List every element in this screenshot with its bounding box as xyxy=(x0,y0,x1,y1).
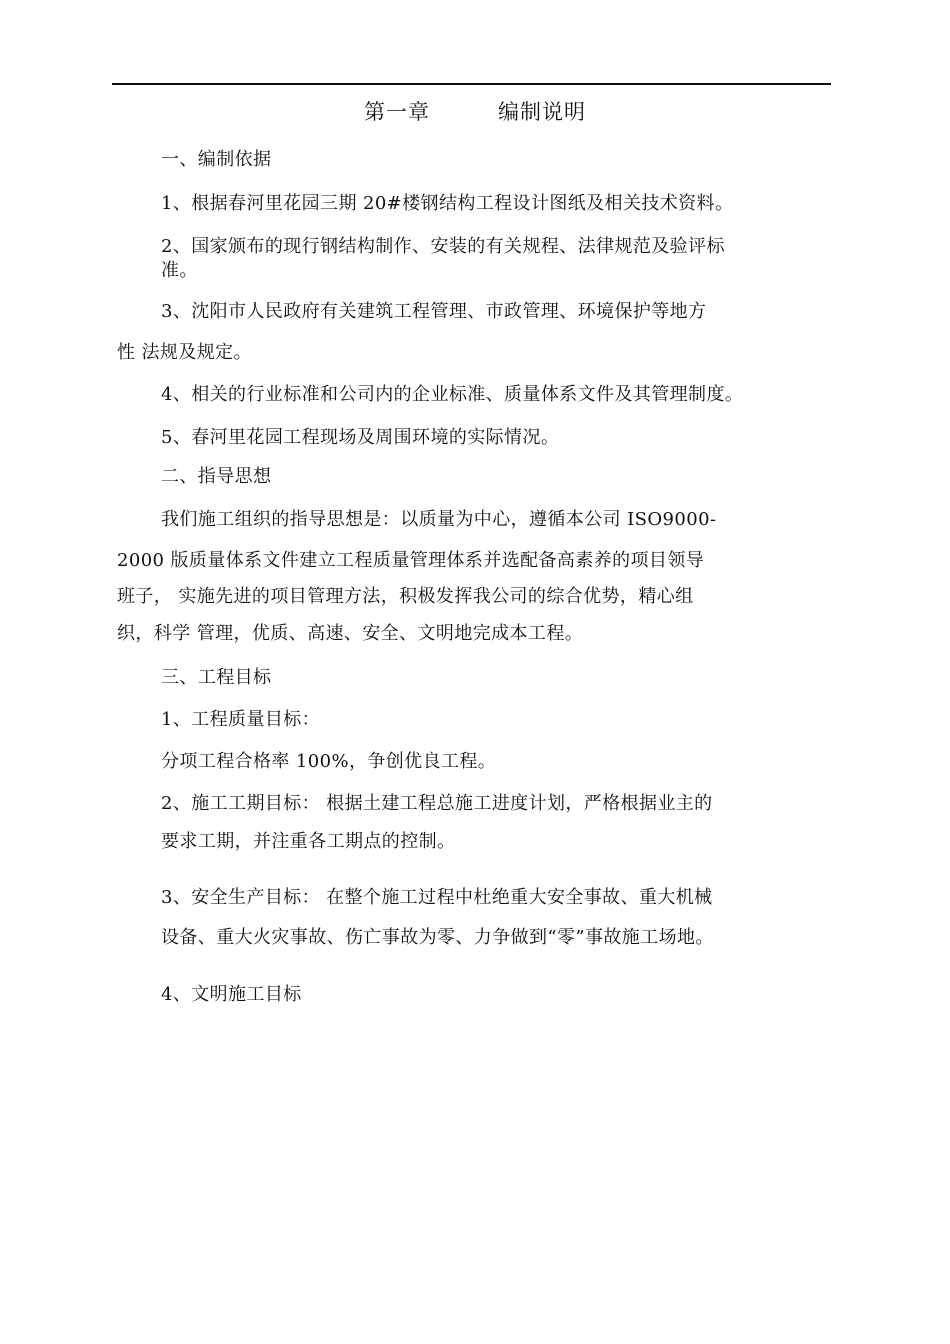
section-heading-guiding: 二、指导思想 xyxy=(161,466,272,487)
section-heading-basis: 一、编制依据 xyxy=(161,149,272,170)
chapter-title xyxy=(0,96,950,126)
basis-item-3-cont: 性 法规及规定。 xyxy=(117,342,252,363)
header-rule xyxy=(112,83,831,85)
guiding-para-line-3: 班子， 实施先进的项目管理方法，积极发挥我公司的综合优势，精心组 xyxy=(117,586,694,607)
goal-schedule: 2、施工工期目标： 根据土建工程总施工进度计划，严格根据业主的 xyxy=(161,793,713,814)
goal-safety: 3、安全生产目标： 在整个施工过程中杜绝重大安全事故、重大机械 xyxy=(161,887,713,908)
basis-item-4: 4、相关的行业标准和公司内的企业标准、质量体系文件及其管理制度。 xyxy=(161,384,744,405)
basis-item-5: 5、春河里花园工程现场及周围环境的实际情况。 xyxy=(161,427,560,448)
basis-item-3: 3、沈阳市人民政府有关建筑工程管理、市政管理、环境保护等地方 xyxy=(161,301,707,322)
guiding-para-line-4: 织，科学 管理，优质、高速、安全、文明地完成本工程。 xyxy=(117,623,584,644)
goal-safety-cont: 设备、重大火灾事故、伤亡事故为零、力争做到“零”事故施工场地。 xyxy=(161,927,714,948)
basis-item-2-cont: 准。 xyxy=(161,260,198,281)
guiding-para-line-1: 我们施工组织的指导思想是：以质量为中心，遵循本公司 ISO9000- xyxy=(161,509,717,530)
chapter-number: 第一章 xyxy=(364,100,430,124)
section-heading-goals: 三、工程目标 xyxy=(161,667,272,688)
goal-quality: 1、工程质量目标： xyxy=(161,709,321,730)
goal-schedule-cont: 要求工期，并注重各工期点的控制。 xyxy=(161,831,456,852)
goal-quality-detail: 分项工程合格率 100%，争创优良工程。 xyxy=(161,751,497,772)
basis-item-1: 1、根据春河里花园三期 20#楼钢结构工程设计图纸及相关技术资料。 xyxy=(161,193,734,214)
guiding-para-line-2: 2000 版质量体系文件建立工程质量管理体系并选配备高素养的项目领导 xyxy=(117,550,705,571)
basis-item-2: 2、国家颁布的现行钢结构制作、安装的有关规程、法律规范及验评标 xyxy=(161,236,725,257)
chapter-name: 编制说明 xyxy=(498,100,586,124)
goal-civilized: 4、文明施工目标 xyxy=(161,984,302,1005)
